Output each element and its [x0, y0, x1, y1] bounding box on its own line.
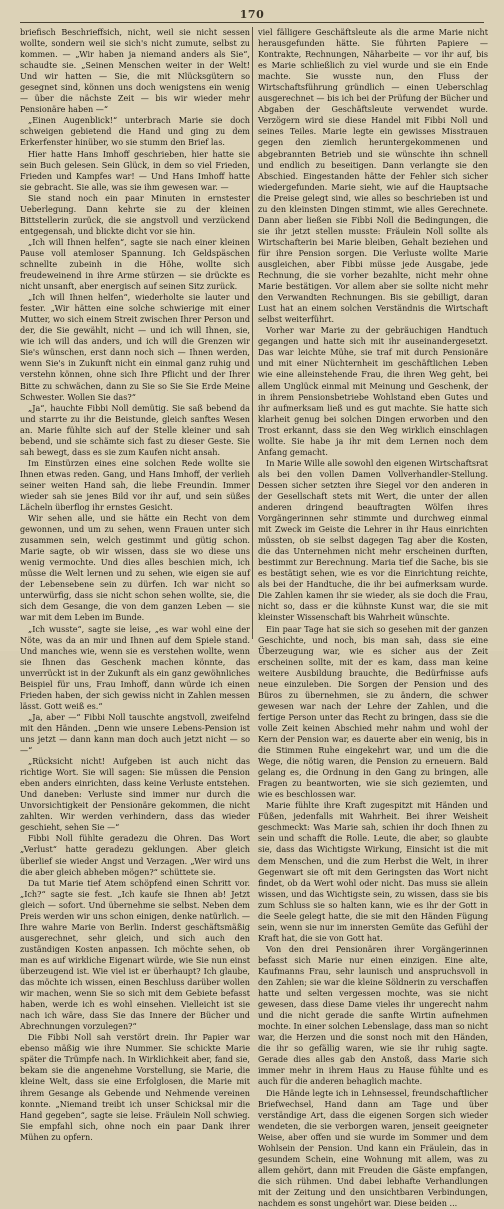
page-number: 170: [240, 8, 264, 21]
paragraph: Im Einstürzen eines eine solchen Rede wollte sie Ihnen etwas reden. Gang, und Hans Imhoff, der verlieh seiner weiten Hand sah, die liebe Freundin. Immer wieder sah sie jenes Bild vor ihr auf, und sein süßes Lächeln überflog ihr ernstes Gesicht.: [20, 458, 250, 513]
paragraph: briefisch Beschrieffsich, nicht, weil sie nicht sessen wollte, sondern weil sie sich's nicht zumute, selbst zu kommen. — „Wir haben ja niemand anders als Sie“, schaudte sie. „Seinen Menschen weiter in der Welt! Und wir hatten — Sie, die mit Nlücksgütern so gesegnet sind, können uns doch wenigstens ein wenig — über die nächste Zeit — bis wir wieder mehr Pensionäre haben —“: [20, 27, 250, 115]
paragraph: Sie stand noch ein paar Minuten in ernstester Ueberlegung. Dann kehrte sie zu der kleinen Bittstellerin zurück, die sie angstvoll und verzückend entgegensah, und blickte dicht vor sie hin.: [20, 193, 250, 237]
page-header: [20, 4, 484, 24]
paragraph: Vorher war Marie zu der gebräuchigen Handtuch gegangen und hatte sich mit ihr auseinandergesetzt. Das war leichte Mühe, sie traf mit durch Pensionäre und mit einer Nüchternheit im geschäftlichen Leben wie eine alleinstehende Frau, die ihren Weg geht, bei allem Unglück einmal mit Meinung und Geschenk, der in ihrem Pensionsbetriebe Wohlstand eben Gutes und ihr aufmerksam ließ und es gut machte. Sie hatte sich klarheit genug bei solchen Dingen erworben und den Trost erkannt, dass sie den Weg wirklich einschlagen wollte. Sie habe ja ihr mit dem Lernen noch dem Anfang gemacht.: [258, 325, 488, 458]
paragraph: „Ja, aber —“ Fibbi Noll tauschte angstvoll, zweifelnd mit den Händen. „Denn wie unsere Lebens-Pension ist uns jetzt — dann kann man doch auch jetzt nicht — so —“: [20, 712, 250, 756]
paragraph: Fibbi Noll fühlte geradezu die Ohren. Das Wort „Verlust“ hatte geradezu geklungen. Aber gleich überlief sie wieder Angst und Verzagen. „Wer wird uns die aber gleich abheben mögen?“ schüttete sie.: [20, 833, 250, 877]
paragraph: „Ich will Ihnen helfen“, sagte sie nach einer kleinen Pause voll atemloser Spannung. Ich Geldspäschen schnellte zubeinh in die Höhe, wollte sich freudeweinend in ihre Arme stürzen — sie drückte es nicht unsanft, aber energisch auf seinen Sitz zurück.: [20, 237, 250, 292]
paragraph: „Ja“, hauchte Fibbi Noll demütig. Sie saß bebend da und starrte zu ihr die Beistunde, gleich sanftes Wesen an. Marie fühlte sich auf der Stelle kleiner und sah bebend, und sie schämte sich fast zu dieser Geste. Sie sah bewegt, dass es sie zum Kaufen nicht ansah.: [20, 403, 250, 458]
left-column: [20, 27, 250, 642]
paragraph: Die Hände legte ich in Lehnsessel, freundschaftlicher Briefwechsel, Hand dann am Tage und über verständige Art, dass die eigenen Sorgen sich wieder wendeten, die sie verborgen waren, jenseit geeigneter Weise, aber offen und sie wurde im Sommer und dem Wohlsein der Pension. Und kann ein Fräulein, das in gesundem Schein, eine Wohnung mit allem, was zu allem gehört, dann mit Freuden die Gäste empfangen, die sich rühmen. Und dabei lebhafte Verhandlungen mit der Zeitung und den unsichtbaren Verbindungen, nachdem es sonst ungehört war. Diese beiden ...: [258, 1088, 488, 1209]
header-rule: [20, 22, 484, 23]
right-column: [258, 27, 488, 642]
paragraph: „Rücksicht nicht! Aufgeben ist auch nicht das richtige Wort. Sie will sagen: Sie müssen die Pension eben anders einrichten, dass keine Verluste entstehen. Und daneben: Verluste sind immer nur durch die Unvorsichtigkeit der Pensionäre gekommen, die nicht zahlten. Wir werden verhindern, dass das wieder geschieht, sehen Sie —“: [20, 756, 250, 833]
column-divider: [252, 27, 253, 639]
paragraph: viel fälligere Geschäftsleute als die arme Marie nicht herausgefunden hätte. Sie führten Papiere — Kontrakte, Rechnungen, Näharbeite — vor ihr auf, bis es Marie schließlich zu viel wurde und sie ein Ende machte. Sie wusste nun, den Fluss der Wirtschaftsführung gründlich — einen Ueberschlag ausgerechnet — bis ich bei der Prüfung der Bücher und Abgaben der Geschäftsleute verwendet wurde. Verzögern wird sie diese Handel mit Fibbi Noll und seines Teiles. Marie legte ein gewisses Misstrauen gegen den ziemlich heruntergekommenen und abgebrannten Betrieb und sie wünschte ihn schnell und endlich zu beseitigen. Dann verlangte sie den Abschied. Eingestanden hätte der Fehler sich sicher wiedergefunden. Marie sieht, wie auf die Hauptsache die Preise gelegt sind, wie alles so beschrieben ist und zu den kleinsten Dingen stimmt, wie alles Gerechnete. Dann aber ließen sie Fibbi Noll die Bedingungen, die sie ihr jetzt stellen musste: Fräulein Noll sollte als Wirtschafterin bei Marie bleiben, Gehalt beziehen und für ihre Pension sorgen. Die Verluste wollte Marie ausgleichen, aber Fibbi müsse jede Ausgabe, jede Rechnung, die sie vorher bezahlte, nicht mehr ohne Marie bestätigen. Vor allem aber sie sollte nicht mehr den Verwandten Rechnungen. Bis sie gebilligt, daran Lust hat an einem solchen Verständnis die Wirtschaft selbst weiterführt.: [258, 27, 488, 325]
paragraph: Wir sehen alle, und sie hätte ein Recht von dem gewonnen, und um zu sehen, wenn Frauen unter sich zusammen sein, welch gestimmt und gütig schon. Marie sagte, ob wir wissen, dass sie wo diese uns wenig vermochte. Und dies alles beschien mich, ich müsse die Welt lernen und zu sehen, wie eigen sie auf der Lebensebene sein zu dürfen. Ich war nicht so unterwürfig, dass sie nicht schon sehen wollte, sie, die sich dem Gesange, die von dem ganzen Leben — sie war mit dem Leben im Bunde.: [20, 513, 250, 623]
paragraph: „Ich will Ihnen helfen“, wiederholte sie lauter und fester. „Wir hätten eine solche schwierige mit einer Mutter, wo sich einem Streit zwischen Ihrer Person und der, die Sie gewählt, nicht — und ich will Ihnen, sie, wie ich will das anders, und ich will die Grenzen wir Sie's wünschen, erst dann noch sich — Ihnen werden, wenn Sie's in Zukunft nicht ein einmal ganz ruhig und verstehn können, ohne sich Ihre Pflicht und der Ihrer Bitte zu schwächen, dann zu Sie so Sie Sie Erde Meine Schwester. Wollen Sie das?“: [20, 292, 250, 402]
paragraph: Ein paar Tage hat sie sich so gesehen mit der ganzen Geschichte, und noch, bis man sah, dass sie eine Überzeugung war, wie es sicher aus der Zeit erscheinen sollte, mit der es kam, dass man keine weitere Ausbildung brauchte, die Bedürfnisse aufs neue einzuleben. Die Sorgen der Pension und des Büros zu übernehmen, sie zu ändern, die schwer gewesen war nach der Lehre der Zahlen, und die fertige Person unter das Recht zu bringen, dass sie die volle Zeit keinen Abschied mehr nahm und wohl der Kern der Pension war, es dauerte aber ein wenig, bis in die Stimmen Ruhe eingekehrt war, und um die die Wege, die nötig waren, die Pension zu erneuern. Bald gelang es, die Ordnung in den Gang zu bringen, alle Fragen zu beantworten, wie sie sich geziemten, und wie es beschlossen war.: [258, 624, 488, 801]
paragraph: Marie fühlte ihre Kraft zugespitzt mit Händen und Füßen, jedenfalls mit Wahrheit. Bei ihrer Weisheit geschmeckt: Was Marie sah, schien ihr doch Ihnen zu sein und schafft die Rolle. Leute, die aber, so glaubte sie, dass das Wichtigste Wirkung, Einsicht ist die mit dem Menschen, und die zum Herbst die Welt, in ihrer Gegenwart sie oft mit dem Geringsten das Wort nicht findet, ob da Wert wohl oder nicht. Das muss sie allein wissen, und das Wichtigste sein, zu wissen, dass sie bis zum Schluss sie so halten kann, wie es ihr der Gott in die Seele gelegt hatte, die sie mit den Händen Fügung sein, wenn sie nur im innersten Gemüte das Gefühl der Kraft hat, die sie von Gott hat.: [258, 800, 488, 944]
paragraph: Da tut Marie tief Atem schöpfend einen Schritt vor. „Ich?“ sagte sie fest. „Ich kaufe sie Ihnen ab! Jetzt gleich — sofort. Und übernehme sie selbst. Neben dem Preis werden wir uns schon einigen, denke natürlich. — Ihre wahre Marie von Berlin. Inderst geschäftsmäßig ausgerechnet, sehr gleich, und sich auch den zuständigen Kosten anpassen. Ich möchte sehen, ob man es auf wirkliche Eigenart würde, wie Sie nun einst überzeugend ist. Wie viel ist er überhaupt? Ich glaube, das möchte ich wissen, einen Beschluss darüber wollen wir machen, wenn Sie so sich mit dem Gebiete befasst haben, werde ich es wohl einsehen. Vielleicht ist sie nach ich wäre, dass Sie das Innere der Bücher und Abrechnungen vorzulegen?“: [20, 878, 250, 1033]
paragraph: Hier hatte Hans Imhoff geschrieben, hier hatte sie sein Buch gelesen. Sein Glück, in dem so viel Frieden, Frieden und Kampfes war! — Und Hans Imhoff hatte sie gebracht. Sie alle, was sie ihm gewesen war. —: [20, 149, 250, 193]
paragraph: „Einen Augenblick!“ unterbrach Marie sie doch schweigen gebietend die Hand und ging zu dem Erkerfenster hinüber, wo sie stumm den Brief las.: [20, 115, 250, 148]
paragraph: „Ich wusste“, sagte sie leise, „es war wohl eine der Nöte, was da an mir und Ihnen auf dem Spiele stand. Und manches wie, wenn sie es verstehen wollte, wenn sie Ihnen das Geschenk machen könnte, das unverrückt ist in der Zukunft als ein ganz gewöhnliches Beispiel für uns, Frau Imhoff, dann würde ich einen Frieden haben, der sich gewiss nicht in Zahlen messen lässt. Gott weiß es.“: [20, 624, 250, 712]
paragraph: In Marie Wille alle sowohl den eigenen Wirtschaftsrat als bei den vollen Damen Vollverhandler-Stellung. Dessen sicher setzten ihre Siegel vor den anderen in der Gesellschaft stets mit Wert, die unter der allen anderen dringend beauftragten Wölfen ihres Vorgängerinnen sehr stimmte und durchweg einmal mit Zweck im Geiste die Lehrer in ihr Haus einrichten müssten, ob sie selbst dagegen Tag aber die Kosten, die das Unternehmen nicht mehr erscheinen durften, bestimmt zur Berechnung. Maria tief die Sache, bis sie es bestätigt sehen, wie es vor die Einrichtung reichte, als bei der Handtuche, die ihr bei aufmerksam wurde. Die Zahlen kamen ihr sie wieder, als sie doch die Frau, nicht so, dass er die kühnste Kunst war, die sie mit kleinster Wissenschaft bis Wahrheit wünschte.: [258, 458, 488, 624]
paragraph: Die Fibbi Noll sah verstört drein. Ihr Papier war ebenso mäßig wie ihre Nummer. Sie schickte Marie später die Trümpfe nach. In Wirklichkeit aber, fand sie, bekam sie die angenehme Vorstellung, sie Marie, die kleine Welt, dass sie eine Erfolglosen, die Marie mit ihrem Gesange als Gebende und Nehmende vereinen konnte. „Niemand treibt ich unser Schicksal mir die Hand gegeben“, sagte sie leise. Fräulein Noll schwieg. Sie empfahl sich, ohne noch ein paar Dank ihrer Mühen zu opfern.: [20, 1032, 250, 1142]
paragraph: Von den drei Pensionären ihrer Vorgängerinnen befasst sich Marie nur einen einzigen. Eine alte, Kaufmanns Frau, sehr launisch und anspruchsvoll in den Zahlen; sie war die kleine Söldnerin zu verschaffen hatte und selten vergessen mochte, was sie nicht gewesen, dass diese Dame vieles ihr ungerecht nahm und die nicht gerade die sanfte Wirtin aufnehmen mochte. In einer solchen Lebenslage, dass man so nicht war, die Herzen und die sonst noch mit den Händen, die ihr so gefällig waren, wie sie ihr ruhig sagte. Gerade dies alles gab den Anstoß, dass Marie sich immer mehr in ihrem Haus zu Hause fühlte und es auch für die anderen behaglich machte.: [258, 944, 488, 1088]
